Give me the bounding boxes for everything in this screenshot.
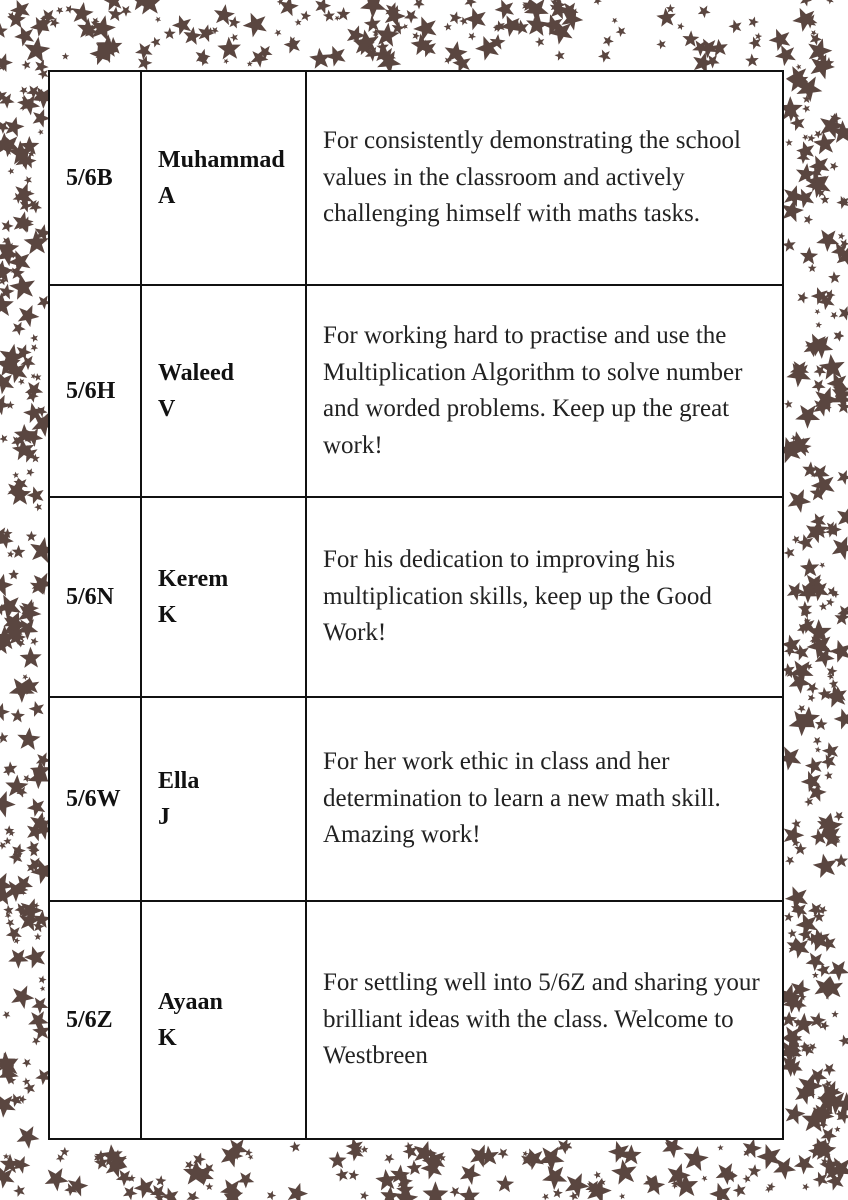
star-icon: [819, 193, 831, 205]
table-row: [50, 72, 782, 286]
student-initial: K: [158, 1025, 177, 1051]
star-icon: [25, 466, 36, 477]
star-icon: [592, 0, 603, 6]
star-icon: [448, 10, 464, 25]
star-icon: [801, 1182, 811, 1192]
student-initial: A: [158, 183, 176, 209]
star-icon: [796, 702, 808, 714]
star-icon: [831, 1010, 839, 1018]
star-icon: [787, 927, 799, 939]
star-icon: [55, 5, 66, 16]
student-name-cell: [142, 902, 307, 1138]
star-icon: [61, 52, 69, 60]
star-icon: [827, 269, 843, 285]
star-icon: [0, 50, 15, 72]
student-first-name: Kerem: [158, 566, 229, 592]
star-icon: [155, 1175, 167, 1187]
star-icon: [27, 698, 48, 720]
star-icon: [60, 1147, 70, 1157]
reason-cell: For her work ethic in class and her determination to learn a new math skill. Amazing work!: [323, 748, 721, 849]
star-icon: [18, 84, 30, 96]
star-icon: [195, 22, 216, 43]
star-icon: [789, 2, 822, 35]
star-icon: [815, 717, 828, 730]
star-icon: [747, 15, 760, 28]
star-icon: [808, 264, 817, 272]
star-icon: [467, 30, 478, 41]
star-icon: [329, 1151, 347, 1168]
star-icon: [359, 1190, 370, 1200]
student-name-cell: [142, 286, 307, 496]
reason-cell: For working hard to practise and use the Multiplication Algorithm to solve number and worded problems. Keep up the great work!: [323, 322, 743, 459]
star-icon: [184, 1188, 202, 1200]
star-icon: [754, 32, 763, 40]
star-icon: [596, 46, 614, 64]
star-icon: [618, 1192, 627, 1200]
star-icon: [0, 1088, 21, 1121]
star-icon: [458, 15, 470, 27]
star-icon: [681, 1144, 710, 1172]
star-icon: [7, 166, 16, 175]
star-icon: [813, 307, 821, 315]
star-icon: [825, 0, 836, 5]
star-icon: [835, 193, 848, 211]
student-initial: J: [158, 804, 170, 830]
star-icon: [611, 16, 620, 25]
star-icon: [37, 974, 47, 984]
star-icon: [7, 269, 42, 304]
star-icon: [382, 1151, 396, 1165]
star-icon: [164, 27, 176, 39]
star-icon: [814, 746, 821, 753]
star-icon: [592, 1169, 602, 1180]
star-icon: [836, 304, 848, 322]
star-icon: [495, 1174, 514, 1192]
star-icon: [402, 22, 410, 30]
star-icon: [11, 545, 25, 558]
table-row: [50, 498, 782, 698]
star-icon: [831, 704, 848, 733]
star-icon: [299, 9, 312, 21]
student-name-cell: [142, 698, 307, 900]
star-icon: [790, 817, 803, 830]
star-icon: [712, 1157, 742, 1187]
star-icon: [12, 1182, 28, 1199]
star-icon: [614, 24, 629, 39]
star-icon: [402, 6, 421, 25]
star-icon: [131, 1172, 160, 1200]
star-icon: [10, 319, 28, 337]
star-icon: [29, 332, 40, 343]
star-icon: [818, 561, 827, 570]
star-icon: [308, 45, 335, 73]
star-icon: [23, 174, 35, 186]
star-icon: [265, 1189, 277, 1200]
star-icon: [496, 1145, 511, 1160]
star-icon: [34, 933, 42, 940]
star-icon: [334, 1166, 352, 1184]
star-icon: [21, 1056, 34, 1069]
star-icon: [823, 770, 834, 782]
star-icon: [0, 218, 15, 233]
star-icon: [802, 213, 814, 225]
star-icon: [1, 1009, 12, 1020]
star-icon: [411, 0, 427, 11]
star-icon: [799, 246, 818, 264]
star-icon: [541, 1191, 551, 1200]
student-initial: K: [158, 602, 177, 628]
star-icon: [700, 1174, 709, 1183]
star-icon: [25, 483, 49, 507]
star-icon: [784, 484, 815, 515]
star-icon: [39, 985, 47, 993]
awards-table: [48, 70, 784, 1140]
student-initial: V: [158, 396, 176, 422]
reason-cell: For consistently demonstrating the school values in the classroom and actively challenging himself with maths tasks.: [323, 127, 742, 228]
star-icon: [731, 1181, 749, 1200]
star-icon: [828, 532, 848, 562]
table-row: [50, 698, 782, 902]
table-row: [50, 286, 782, 498]
reason-cell: For his dedication to improving his multiplication skills, keep up the Good Work!: [323, 546, 712, 647]
star-icon: [782, 544, 798, 560]
student-first-name: Muhammad: [158, 147, 285, 173]
star-icon: [227, 15, 242, 29]
star-icon: [783, 398, 795, 410]
star-icon: [18, 644, 45, 672]
star-icon: [784, 853, 797, 866]
star-icon: [832, 808, 846, 822]
star-icon: [492, 0, 519, 22]
star-icon: [462, 0, 478, 9]
star-icon: [462, 3, 493, 34]
class-cell: 5/6H: [50, 286, 142, 496]
star-icon: [803, 753, 827, 777]
star-icon: [29, 636, 40, 647]
star-icon: [17, 377, 27, 387]
star-icon: [747, 34, 765, 52]
star-icon: [205, 1183, 213, 1191]
student-name-cell: [142, 498, 307, 696]
star-icon: [235, 1167, 258, 1190]
star-icon: [37, 128, 46, 137]
student-first-name: Ella: [158, 768, 200, 794]
star-icon: [457, 1183, 483, 1200]
star-icon: [120, 1182, 140, 1200]
star-icon: [16, 726, 41, 750]
star-icon: [834, 467, 848, 486]
star-icon: [798, 0, 814, 7]
star-icon: [783, 911, 794, 922]
star-icon: [347, 1169, 360, 1181]
student-name-cell: [142, 72, 307, 284]
star-icon: [534, 35, 547, 48]
star-icon: [10, 708, 25, 723]
star-icon: [821, 1060, 839, 1078]
class-cell: 5/6B: [50, 72, 142, 284]
star-icon: [4, 916, 16, 928]
star-icon: [0, 700, 12, 722]
star-icon: [676, 22, 685, 31]
star-icon: [782, 1101, 807, 1126]
class-cell: 5/6Z: [50, 902, 142, 1138]
star-icon: [118, 3, 134, 18]
star-icon: [655, 37, 669, 51]
star-icon: [3, 922, 25, 944]
star-icon: [601, 33, 616, 47]
table-row: [50, 902, 782, 1138]
star-icon: [22, 377, 47, 402]
student-first-name: Waleed: [158, 360, 234, 386]
reason-cell: For settling well into 5/6Z and sharing your brilliant ideas with the class. Welcome to Westbreen: [323, 969, 760, 1070]
star-icon: [13, 1121, 44, 1151]
star-icon: [149, 35, 163, 49]
star-icon: [818, 601, 829, 613]
star-icon: [154, 15, 163, 24]
star-icon: [655, 5, 680, 30]
star-icon: [69, 0, 95, 25]
star-icon: [552, 1187, 564, 1198]
star-icon: [696, 2, 713, 19]
star-icon: [423, 1181, 449, 1200]
star-icon: [22, 773, 33, 783]
star-icon: [815, 321, 823, 328]
star-icon: [829, 310, 840, 321]
class-cell: 5/6N: [50, 498, 142, 696]
star-icon: [21, 1076, 32, 1087]
star-icon: [273, 27, 283, 37]
star-icon: [29, 342, 39, 352]
star-icon: [448, 1184, 463, 1199]
star-icon: [795, 62, 803, 70]
star-icon: [360, 1144, 370, 1154]
star-icon: [809, 376, 828, 395]
star-icon: [828, 160, 840, 172]
star-icon: [216, 34, 245, 64]
star-icon: [10, 209, 35, 234]
star-icon: [282, 33, 305, 56]
star-icon: [0, 730, 11, 745]
star-icon: [837, 232, 846, 241]
star-icon: [727, 17, 745, 36]
star-icon: [26, 531, 37, 542]
star-icon: [785, 138, 795, 148]
class-cell: 5/6W: [50, 698, 142, 900]
star-icon: [666, 4, 675, 13]
star-icon: [24, 794, 50, 820]
student-first-name: Ayaan: [158, 989, 223, 1015]
star-icon: [806, 692, 816, 702]
star-icon: [240, 7, 274, 41]
star-icon: [811, 734, 823, 746]
star-icon: [284, 1180, 311, 1200]
star-icon: [277, 0, 301, 17]
star-icon: [609, 1155, 642, 1189]
star-icon: [834, 1125, 842, 1133]
star-icon: [717, 1144, 725, 1152]
star-icon: [747, 1163, 762, 1177]
star-icon: [0, 23, 8, 38]
star-icon: [837, 1032, 848, 1048]
star-icon: [553, 48, 567, 62]
star-icon: [20, 58, 33, 71]
star-icon: [0, 432, 10, 444]
star-icon: [812, 972, 819, 979]
star-icon: [443, 21, 454, 32]
star-icon: [799, 1040, 818, 1059]
star-icon: [12, 470, 21, 479]
star-icon: [33, 501, 44, 512]
star-icon: [801, 103, 812, 114]
star-icon: [795, 290, 810, 305]
star-icon: [288, 1139, 303, 1154]
star-icon: [744, 52, 761, 70]
star-icon: [191, 1150, 208, 1166]
